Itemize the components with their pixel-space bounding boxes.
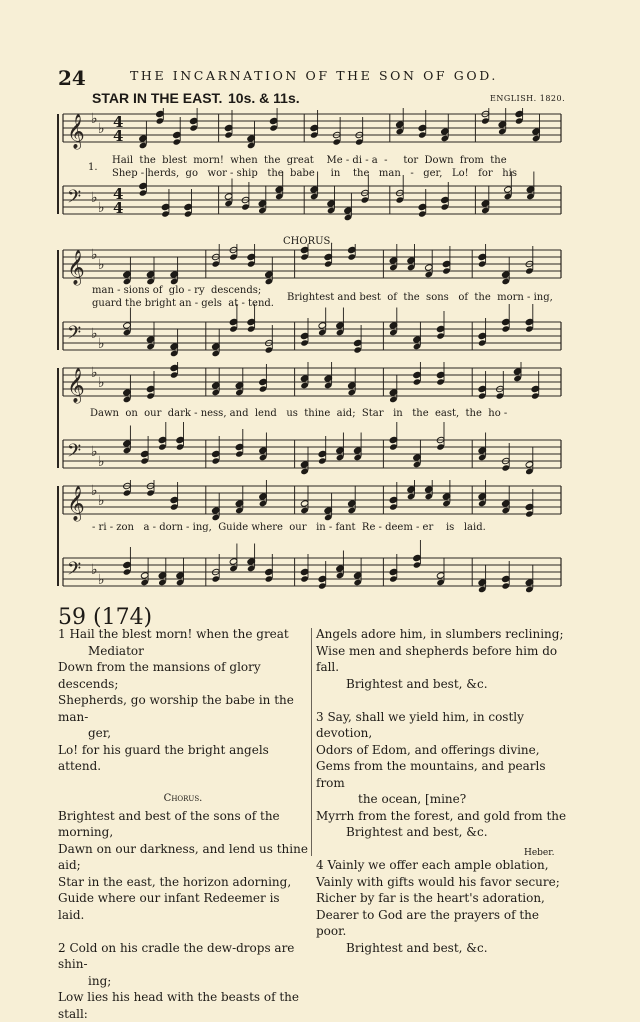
column-divider [311,628,312,856]
flat-sign: ♭ [98,493,105,509]
time-signature: 4 [113,127,124,145]
verse-line: Wise men and shepherds before him do fall. [316,643,558,674]
chorus-label: CHORUS. [283,236,334,247]
verse-line [316,692,570,709]
verse-line: 3 Say, shall we yield him, in costly devotion, [316,709,524,740]
verse-line: Guide where our infant Redeemer is laid. [58,891,280,922]
verse-line: Myrrh from the forest, and gold from the [316,808,567,823]
verse-line: Gems from the mountains, and pearls from [316,759,546,790]
verse-line: Brightest and best, &c. [346,940,488,955]
verse-line: Shepherds, go worship the babe in the man- [58,693,294,724]
verse-number: 1. [88,162,98,173]
flat-sign: ♭ [91,326,98,342]
treble-clef: 𝄞 [67,486,85,521]
music-system-1 [55,108,565,226]
flat-sign: ♭ [98,454,105,470]
verse-line: Richer by far is the heart's adoration, [316,891,545,905]
bass-clef: 𝄢 [67,323,82,348]
verse-line: 2 Cold on his cradle the dew-drops are shin- [58,940,295,971]
lyric-line: Dawn on our dark - ness, and lend us thine aid; Star in the east, the ho - [90,408,508,419]
flat-sign: ♭ [91,483,98,499]
flat-sign: ♭ [98,572,105,588]
verse-line: Low lies his head with the beasts of the stall: [58,990,300,1021]
music-system-3 [55,362,565,480]
flat-sign: ♭ [91,190,98,206]
lyric-line: guard the bright an - gels at - tend. [92,298,274,309]
lyric-line: Shep - herds, go wor - ship the babe in the man - ger, Lo! for his [112,168,517,179]
lyric-chorus: Brightest and best of the sons of the morn - ing, [287,292,553,303]
treble-clef: 𝄞 [67,368,85,403]
bass-clef: 𝄢 [67,187,82,212]
flat-sign: ♭ [98,375,105,391]
verse-line: Lo! for his guard the bright angels attend. [58,742,269,773]
flat-sign: ♭ [91,365,98,381]
lyric-line: Hail the blest morn! when the great Me - di - a - tor Down from the [112,155,507,166]
flat-sign: ♭ [91,247,98,263]
hymn-text-left-column [58,626,308,1022]
music-system-4 [55,480,565,598]
verse-line [58,923,308,940]
verse-line: Brightest and best of the sons of the morning, [58,808,280,839]
flat-sign: ♭ [98,257,105,273]
verse-line: ing; [88,973,112,988]
verse-line: the ocean, [mine? [358,792,467,806]
time-signature: 4 [113,185,124,203]
treble-clef: 𝄞 [67,114,85,149]
flat-sign: ♭ [91,562,98,578]
running-head: THE INCARNATION OF THE SON OF GOD. [130,68,498,83]
verse-line: Dearer to God are the prayers of the poor. [316,907,540,938]
flat-sign: ♭ [91,444,98,460]
bass-clef: 𝄢 [67,559,82,584]
verse-line: Vainly with gifts would his favor secure; [316,874,560,889]
verse-line: Star in the east, the horizon adorning, [58,874,292,889]
flat-sign: ♭ [98,336,105,352]
verse-line: Mediator [88,643,144,658]
lyric-line: man - sions of glo - ry descends; [92,285,262,296]
hymn-text-right-column [316,626,570,956]
verse-line: Brightest and best, &c. [346,825,488,839]
verse-line: Brightest and best, &c. [346,676,488,691]
flat-sign: ♭ [98,200,105,216]
verse-line: Chorus. [163,793,203,804]
verse-line: Down from the mansions of glory descends; [58,660,261,691]
meter: 10s. & 11s. [228,90,300,106]
verse-line: 4 Vainly we offer each ample oblation, [316,858,549,872]
author: Heber. [524,848,555,858]
bass-clef: 𝄢 [67,441,82,466]
verse-line: Odors of Edom, and offerings divine, [316,742,540,757]
verse-line: ger, [88,726,112,740]
verse-line: Dawn on our darkness, and lend us thine aid; [58,841,308,872]
flat-sign: ♭ [91,111,98,127]
lyric-line: - ri - zon a - dorn - ing, Guide where our in - fant Re - deem - er is laid. [92,522,486,533]
time-signature: 4 [113,199,124,217]
composer-info: ENGLISH. 1820. [490,94,566,103]
page-number: 24 [58,66,86,90]
tune-name: STAR IN THE EAST. [92,90,223,106]
treble-clef: 𝄞 [67,250,85,285]
verse-line: Angels adore him, in slumbers reclining; [316,627,564,641]
verse-line: 1 Hail the blest morn! when the great [58,627,289,641]
time-signature: 4 [113,113,124,131]
hymn-number: 59 (174) [58,605,153,630]
verse-line [58,775,308,792]
flat-sign: ♭ [98,121,105,137]
